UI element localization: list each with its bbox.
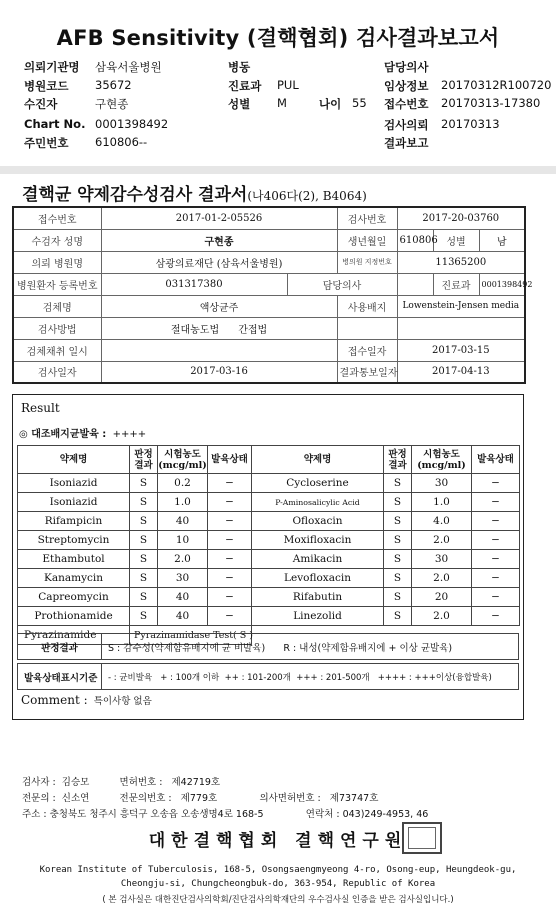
drug-name: P-Aminosalicylic Acid: [252, 493, 384, 512]
header-value: 0001398492: [95, 117, 169, 131]
header-value: 20170312R100720: [441, 78, 552, 92]
sex-label: 성별: [433, 229, 479, 251]
sex: 남: [479, 229, 525, 251]
growth-legend: [17, 663, 519, 690]
drug-row: [18, 512, 520, 531]
institute-address-en-1: Korean Institute of Tuberculosis, 168-5, Osongsaengmyeong 4-ro, Osong-eup, Heungdeok-gu,: [39, 865, 517, 875]
drug-name: Moxifloxacin: [252, 531, 384, 550]
col-drug-right: 약제명: [252, 446, 384, 474]
department-value: 0001398492: [479, 273, 525, 295]
drug-growth: −: [472, 569, 520, 588]
specimen-label: 검체명: [13, 295, 101, 317]
drug-growth: −: [208, 569, 252, 588]
page-title: AFB Sensitivity (결핵협회) 검사결과보고서: [56, 26, 500, 50]
header-label: 수진자: [24, 97, 58, 111]
doctor-label: 담당의사: [287, 273, 397, 295]
result-section: [12, 394, 524, 720]
drug-judge: S: [130, 607, 158, 626]
drug-conc: 2.0: [412, 569, 472, 588]
hospital-label: 의뢰 병원명: [13, 251, 101, 273]
section-divider: [0, 166, 556, 174]
age-label: 나이: [319, 97, 342, 111]
growth-legend-text: - : 균비발육 + : 100개 이하 ++ : 101-200개 +++ : 201-500개 ++++ : +++이상(융합발육): [102, 664, 519, 690]
drug-growth: −: [208, 474, 252, 493]
header-value: M: [277, 96, 287, 110]
drug-judge: S: [384, 588, 412, 607]
header-label: 임상정보: [384, 79, 429, 93]
drug-judge: S: [384, 474, 412, 493]
drug-growth: −: [208, 588, 252, 607]
judge-legend: [17, 633, 519, 660]
drug-name: Isoniazid: [18, 474, 130, 493]
drug-conc: 40: [158, 588, 208, 607]
method: 절대농도법 간접법: [101, 317, 337, 339]
control-growth: ◎ 대조배지균발육 : ++++: [19, 429, 147, 440]
collection-label: 검체채취 일시: [13, 339, 101, 361]
header-value: 610806--: [95, 135, 148, 149]
drug-judge: S: [130, 512, 158, 531]
drug-growth: −: [208, 512, 252, 531]
drug-growth: −: [472, 531, 520, 550]
col-drug: 약제명: [18, 446, 130, 474]
drug-conc: 2.0: [158, 550, 208, 569]
judge-legend-text: S : 감수성(약제함유배지에 균 비발육) R : 내성(약제함유배지에 + 이상 균발육): [102, 634, 519, 660]
drug-judge: S: [384, 512, 412, 531]
certification-note: ( 본 검사실은 대한진단검사의학회/진단검사의학재단의 우수검사실 인증을 받은 검사실입니다.): [102, 895, 454, 905]
drug-judge: S: [384, 550, 412, 569]
drug-growth: −: [472, 588, 520, 607]
drug-conc: 0.2: [158, 474, 208, 493]
drug-name: Streptomycin: [18, 531, 130, 550]
growth-legend-label: 발육상태표시기준: [18, 664, 102, 690]
specialist-line: 전문의 : 신소연 전문의번호 : 제779호 의사면허번호 : 제73747호: [22, 793, 379, 804]
header-value: 35672: [95, 78, 132, 92]
drug-conc: 30: [158, 569, 208, 588]
header-label: 접수번호: [384, 97, 429, 111]
drug-conc: 2.0: [412, 531, 472, 550]
official-seal: [402, 822, 442, 854]
collection-date: [101, 339, 337, 361]
col-growth: 발육상태: [208, 446, 252, 474]
license-label: 병의원 지정번호: [337, 251, 397, 273]
header-label: 의뢰기관명: [24, 60, 80, 74]
age-value: 55: [352, 96, 367, 110]
drug-name: Ethambutol: [18, 550, 130, 569]
medium-label: 사용배지: [337, 295, 397, 317]
drug-table: [17, 445, 520, 645]
col-growth-right: 발육상태: [472, 446, 520, 474]
header-label: 진료과: [228, 79, 262, 93]
header-label: 담당의사: [384, 60, 429, 74]
drug-growth: −: [472, 512, 520, 531]
test-date-label: 검사일자: [13, 361, 101, 383]
header-value: PUL: [277, 78, 299, 92]
drug-name: Rifabutin: [252, 588, 384, 607]
drug-name: Isoniazid: [18, 493, 130, 512]
drug-judge: S: [384, 493, 412, 512]
receipt-no: 2017-01-2-05526: [101, 207, 337, 229]
drug-growth: −: [472, 474, 520, 493]
tester-line: 검사자 : 김승모 면허번호 : 제42719호: [22, 777, 221, 788]
institute-name-ko: 대한결핵협회 결핵연구원: [148, 831, 408, 851]
department-label: 진료과: [433, 273, 479, 295]
drug-conc: 1.0: [158, 493, 208, 512]
registration-no: 031317380: [101, 273, 287, 295]
drug-name: Ofloxacin: [252, 512, 384, 531]
drug-conc: 4.0: [412, 512, 472, 531]
header-label: 병동: [228, 60, 251, 74]
header-label: 성별: [228, 97, 251, 111]
drug-conc: 30: [412, 474, 472, 493]
hospital-name: 삼광의료재단 (삼육서울병원): [101, 251, 337, 273]
drug-growth: −: [208, 493, 252, 512]
report-info-table: [12, 206, 533, 384]
judge-legend-label: 판정결과: [18, 634, 102, 660]
drug-name: Kanamycin: [18, 569, 130, 588]
header-label: 검사의뢰: [384, 118, 429, 132]
received-date: 2017-03-15: [397, 339, 525, 361]
drug-conc: 40: [158, 607, 208, 626]
col-judge-right: 판정결과: [384, 446, 412, 474]
drug-name: Capreomycin: [18, 588, 130, 607]
test-no: 2017-20-03760: [397, 207, 525, 229]
notify-label: 결과통보일자: [337, 361, 397, 383]
dob: 610806: [397, 229, 433, 251]
drug-judge: S: [130, 550, 158, 569]
drug-judge: S: [384, 569, 412, 588]
drug-name: Linezolid: [252, 607, 384, 626]
header-label: Chart No.: [24, 117, 86, 131]
name-label: 수검자 성명: [13, 229, 101, 251]
drug-conc: 30: [412, 550, 472, 569]
drug-judge: S: [130, 474, 158, 493]
medium: Lowenstein-Jensen media: [397, 295, 525, 317]
institute-address-en-2: Cheongju-si, Chungcheongbuk-do, 363-954, Republic of Korea: [120, 879, 436, 889]
received-label: 접수일자: [337, 339, 397, 361]
drug-judge: S: [130, 569, 158, 588]
drug-judge: S: [384, 607, 412, 626]
drug-name: Amikacin: [252, 550, 384, 569]
col-conc-right: 시험농도(mcg/ml): [412, 446, 472, 474]
report-code: (나406다(2), B4064): [247, 189, 367, 203]
drug-growth: −: [472, 607, 520, 626]
method-label: 검사방법: [13, 317, 101, 339]
drug-row: [18, 588, 520, 607]
patient-name: 구현종: [101, 229, 337, 251]
drug-row: [18, 531, 520, 550]
registration-label: 병원환자 등록번호: [13, 273, 101, 295]
col-conc: 시험농도(mcg/ml): [158, 446, 208, 474]
comment: Comment : 특이사항 없음: [21, 693, 152, 707]
header-value: 구현종: [95, 97, 129, 111]
header-label: 병원코드: [24, 79, 69, 93]
header-value: 20170313: [441, 117, 500, 131]
col-judge: 판정결과: [130, 446, 158, 474]
drug-name: Rifampicin: [18, 512, 130, 531]
drug-growth: −: [208, 531, 252, 550]
dob-label: 생년월일: [337, 229, 397, 251]
drug-growth: −: [208, 550, 252, 569]
notify-date: 2017-04-13: [397, 361, 525, 383]
drug-growth: −: [472, 493, 520, 512]
header-value: 삼육서울병원: [95, 60, 162, 74]
receipt-no-label: 접수번호: [13, 207, 101, 229]
drug-conc: 2.0: [412, 607, 472, 626]
drug-conc: 40: [158, 512, 208, 531]
drug-name: Cycloserine: [252, 474, 384, 493]
pza-result: Pyrazinamidase Test( S ): [130, 626, 252, 645]
drug-judge: S: [384, 531, 412, 550]
drug-row: [18, 569, 520, 588]
drug-growth: −: [472, 550, 520, 569]
drug-name: Prothionamide: [18, 607, 130, 626]
drug-growth: −: [208, 607, 252, 626]
drug-judge: S: [130, 531, 158, 550]
specimen: 액상균주: [101, 295, 337, 317]
drug-conc: 1.0: [412, 493, 472, 512]
license-no: 11365200: [397, 251, 525, 273]
drug-name: Levofloxacin: [252, 569, 384, 588]
drug-conc: 20: [412, 588, 472, 607]
drug-row: [18, 474, 520, 493]
drug-judge: S: [130, 588, 158, 607]
test-no-label: 검사번호: [337, 207, 397, 229]
result-title: Result: [21, 401, 60, 415]
drug-row: [18, 550, 520, 569]
doctor-name: [397, 273, 433, 295]
header-label: 결과보고: [384, 136, 429, 150]
drug-judge: S: [130, 493, 158, 512]
pza-name: Pyrazinamide: [18, 626, 130, 645]
header-value: 20170313-17380: [441, 96, 541, 110]
drug-row: [18, 493, 520, 512]
drug-conc: 10: [158, 531, 208, 550]
drug-row: [18, 607, 520, 626]
header-label: 주민번호: [24, 136, 69, 150]
address-line: 주소 : 충청북도 청주시 흥덕구 오송읍 오송생명4로 168-5 연락처 : 043)249-4953, 46: [22, 809, 429, 820]
report-title: 결핵균 약제감수성검사 결과서(나406다(2), B4064): [22, 185, 367, 205]
test-date: 2017-03-16: [101, 361, 337, 383]
